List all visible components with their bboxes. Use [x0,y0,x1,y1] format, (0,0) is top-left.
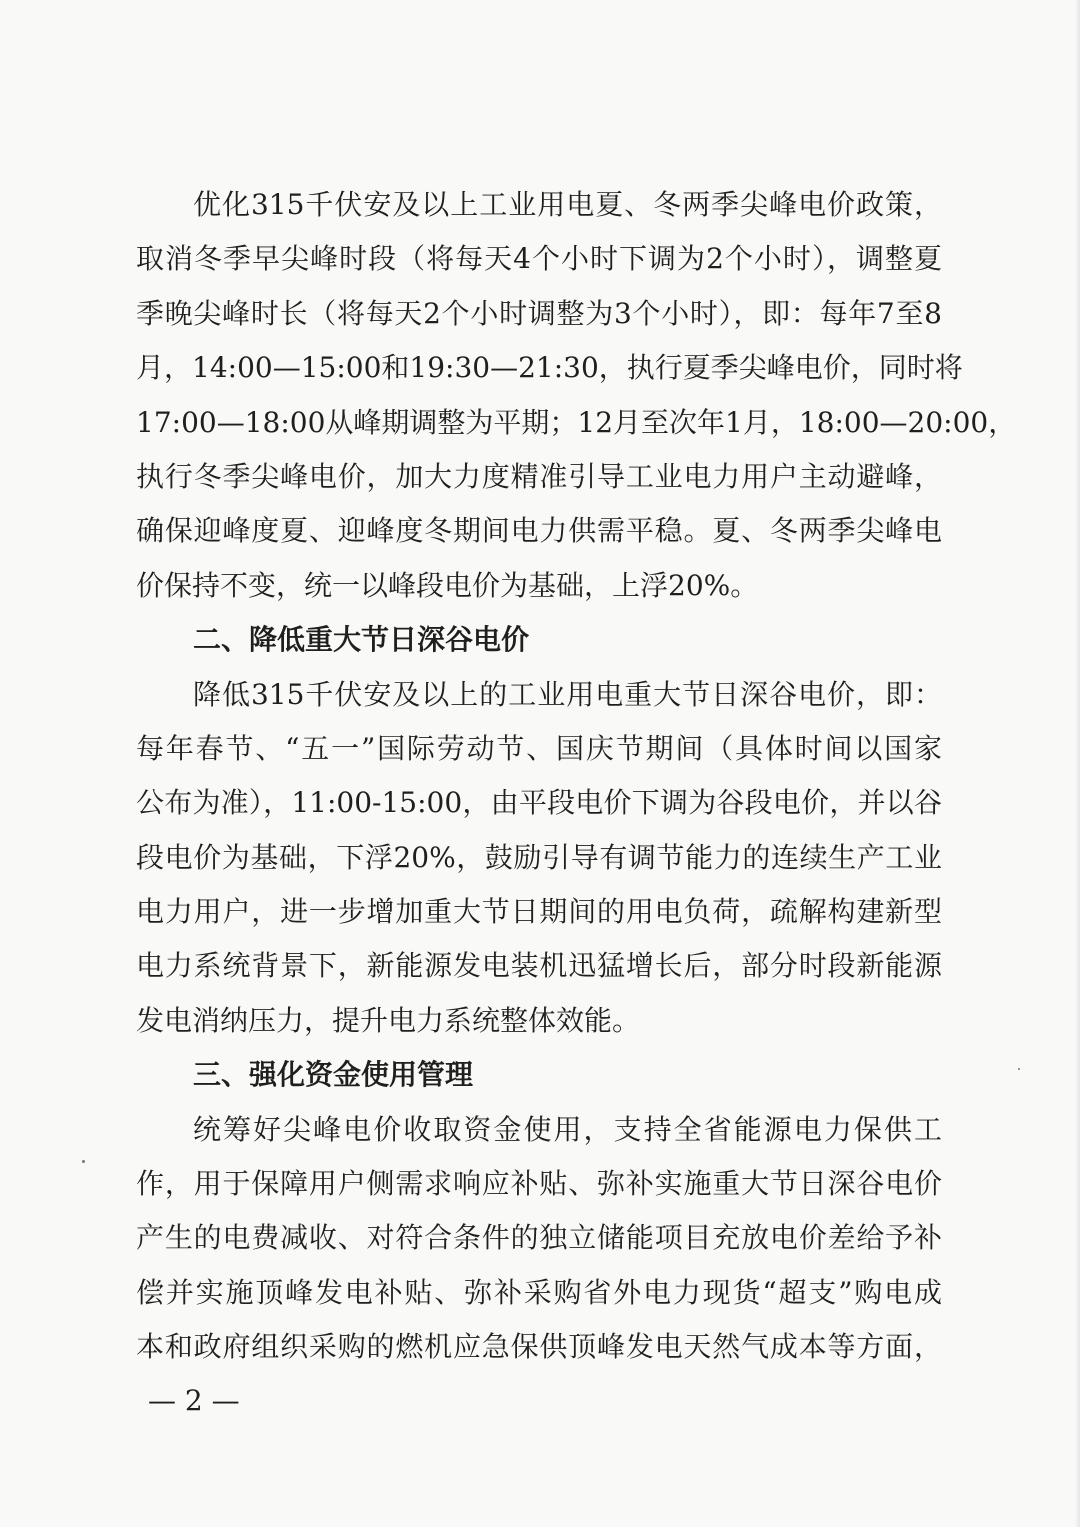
paragraph-1-line-7: 确保迎峰度夏、迎峰度冬期间电力供需平稳。夏、冬两季尖峰电 [136,514,942,548]
document-body [136,178,1017,1375]
paragraph-2-line-1: 降低315千伏安及以上的工业用电重大节日深谷电价，即： [193,677,942,711]
paragraph-1-line-3: 季晚尖峰时长（将每天2个小时调整为3个小时），即：每年7至8 [136,296,942,330]
paragraph-2-line-4: 段电价为基础，下浮20%，鼓励引导有调节能力的连续生产工业 [136,840,942,874]
section-heading-2: 二、降低重大节日深谷电价 [193,623,530,657]
paragraph-3-line-4: 偿并实施顶峰发电补贴、弥补采购省外电力现货“超支”购电成 [136,1275,942,1309]
paragraph-2-line-7: 发电消纳压力，提升电力系统整体效能。 [136,1003,641,1037]
scan-speck [1018,1068,1020,1070]
scan-speck [82,1160,85,1163]
paragraph-3-line-5: 本和政府组织采购的燃机应急保供顶峰发电天然气成本等方面， [136,1330,942,1364]
paragraph-1-line-4: 月，14:00—15:00和19:30—21:30，执行夏季尖峰电价，同时将 [136,351,963,385]
paragraph-3-line-1: 统筹好尖峰电价收取资金使用，支持全省能源电力保供工 [193,1112,942,1146]
paragraph-1-line-8: 价保持不变，统一以峰段电价为基础，上浮20%。 [136,568,759,602]
paragraph-1-line-5: 17:00—18:00从峰期调整为平期；12月至次年1月，18:00—20:00， [136,405,1017,439]
paragraph-1-line-6: 执行冬季尖峰电价，加大力度精准引导工业电力用户主动避峰， [136,459,942,493]
paragraph-2-line-6: 电力系统背景下，新能源发电装机迅猛增长后，部分时段新能源 [136,949,942,983]
paragraph-1-line-2: 取消冬季早尖峰时段（将每天4个小时下调为2个小时），调整夏 [136,242,942,276]
paragraph-3-line-2: 作，用于保障用户侧需求响应补贴、弥补实施重大节日深谷电价 [136,1167,942,1201]
paragraph-2-line-5: 电力用户，进一步增加重大节日期间的用电负荷，疏解构建新型 [136,895,942,929]
paragraph-3-line-3: 产生的电费减收、对符合条件的独立储能项目充放电价差给予补 [136,1221,942,1255]
paragraph-1-line-1: 优化315千伏安及以上工业用电夏、冬两季尖峰电价政策， [193,188,942,221]
paragraph-2-line-3: 公布为准），11:00-15:00，由平段电价下调为谷段电价，并以谷 [136,786,942,820]
paragraph-2-line-2: 每年春节、“五一”国际劳动节、国庆节期间（具体时间以国家 [136,731,942,765]
scan-edge-shadow [1075,0,1080,1527]
section-heading-3: 三、强化资金使用管理 [193,1058,474,1092]
page-number: — 2 — [148,1384,240,1417]
